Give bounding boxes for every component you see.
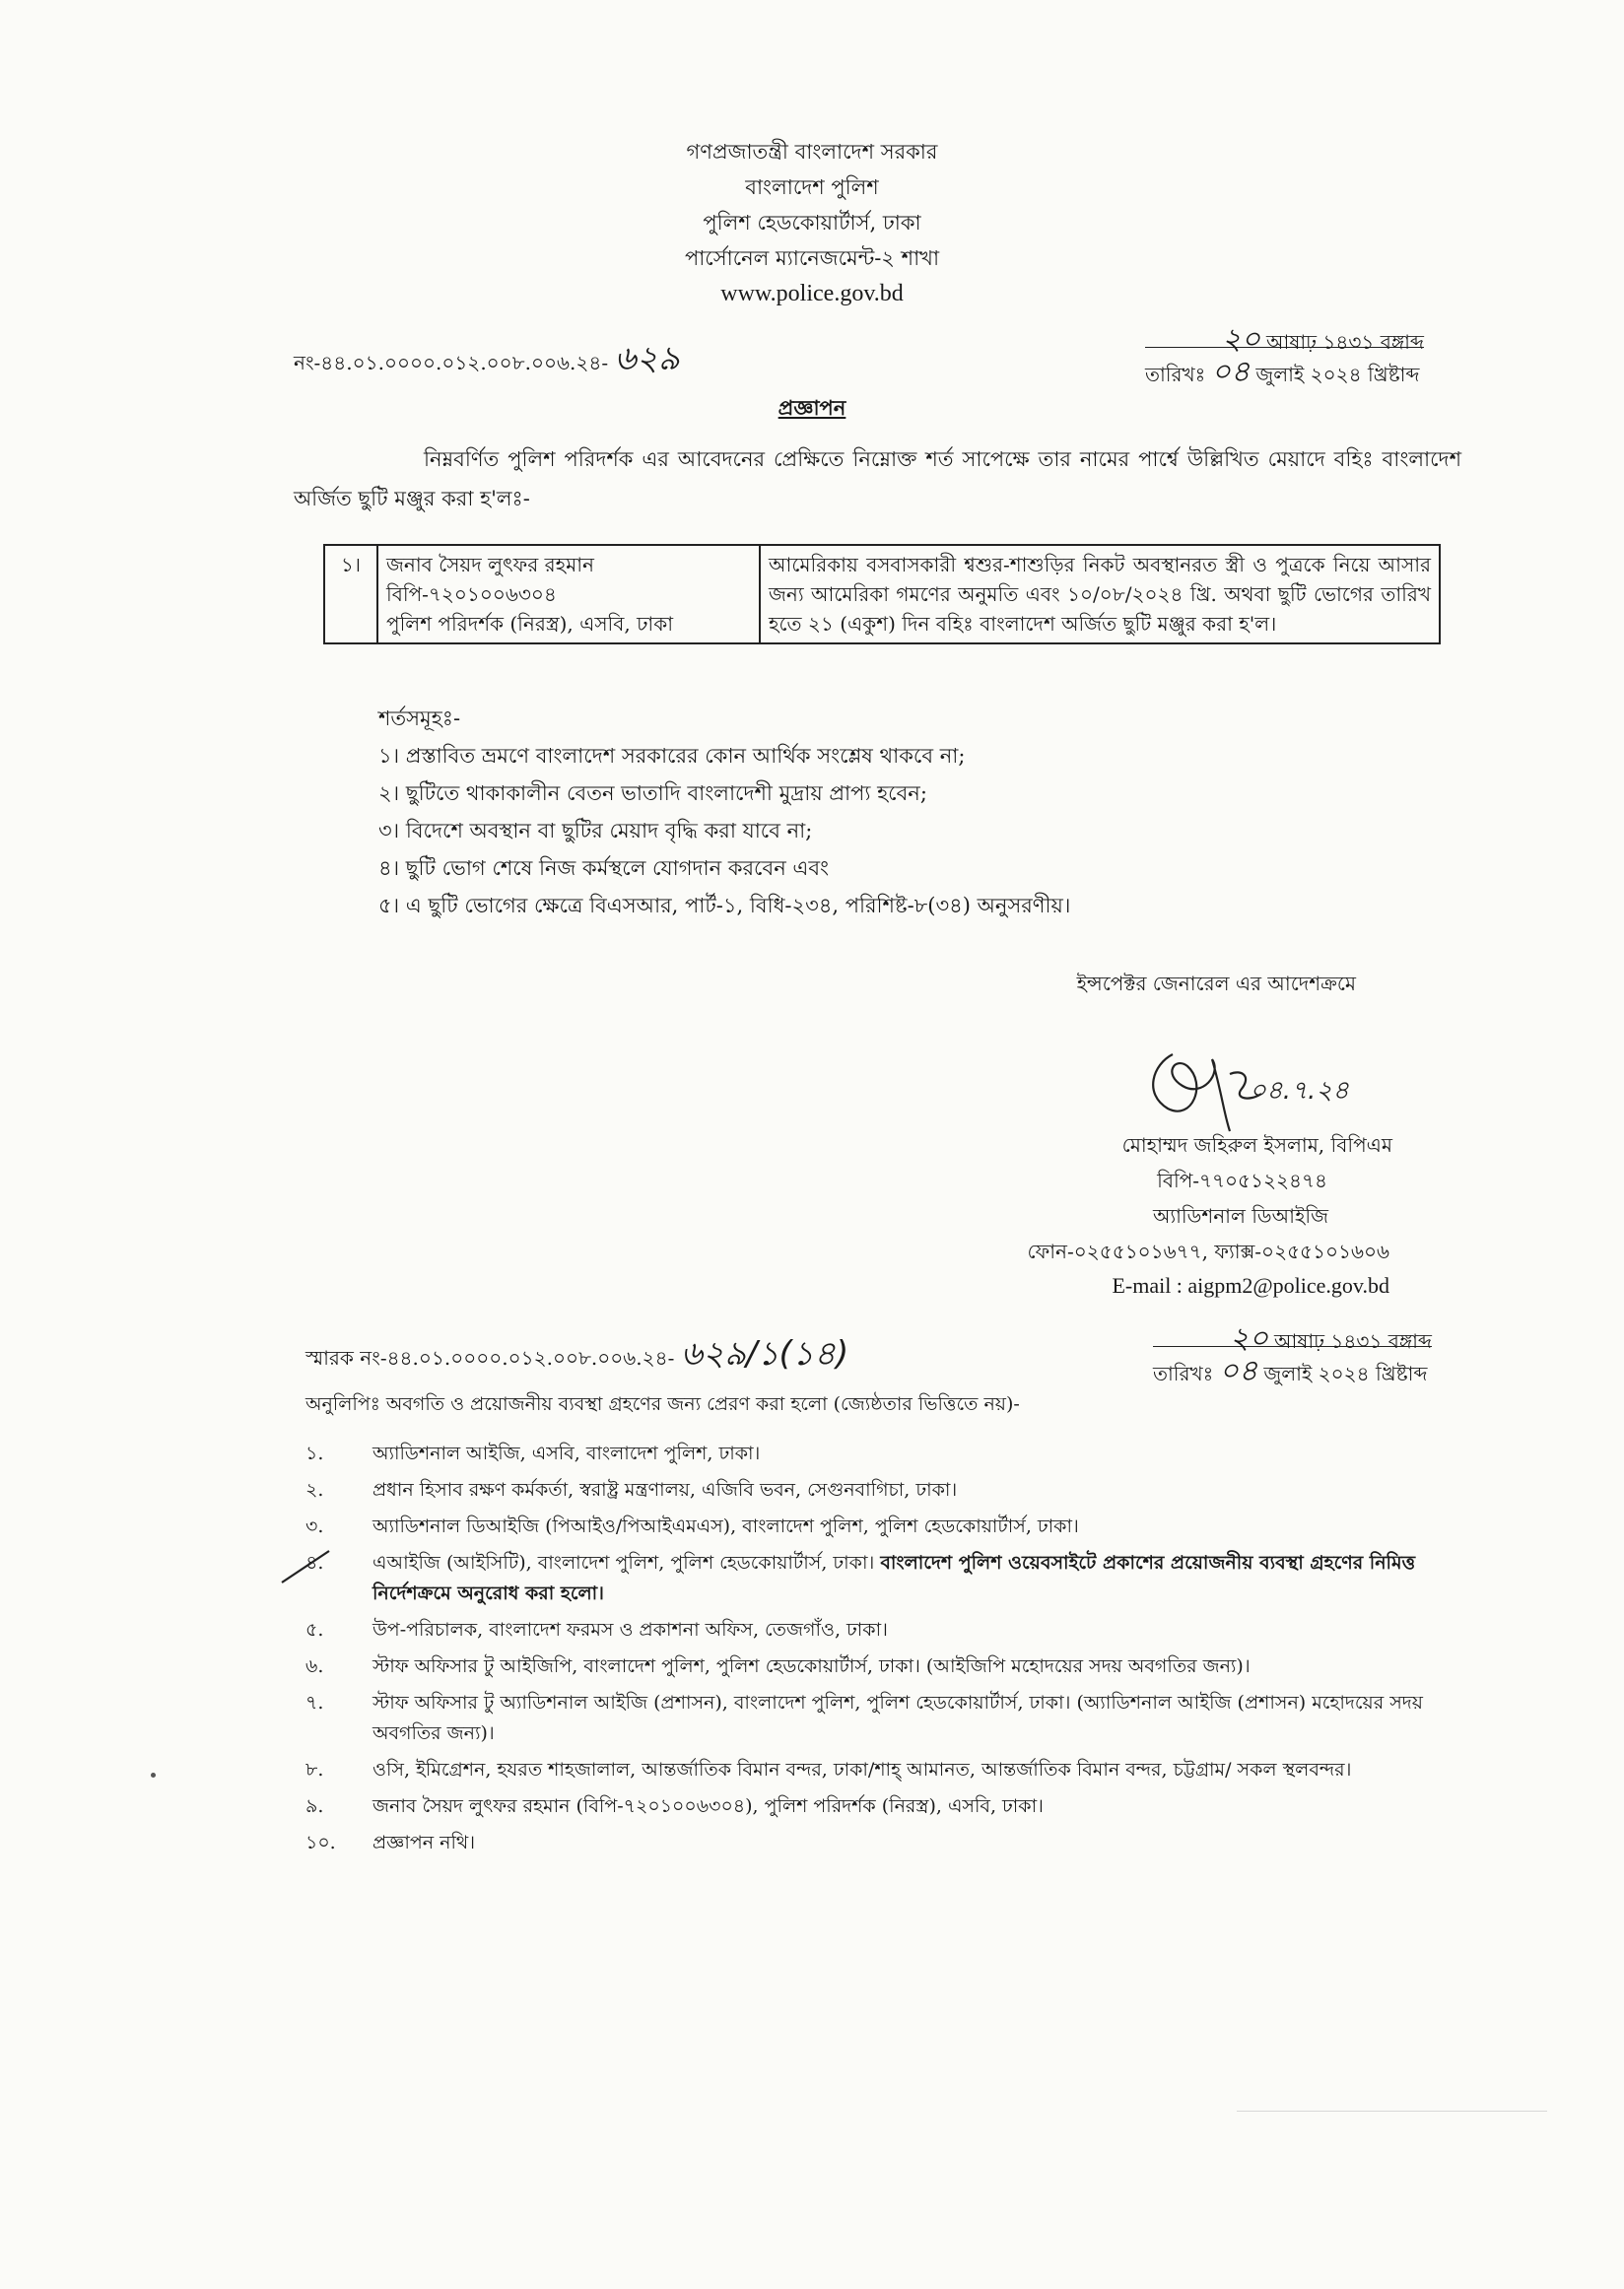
distribution-item-text — [372, 1755, 1468, 1785]
distribution-item — [305, 1651, 1468, 1682]
distribution-item-body: প্রজ্ঞাপন নথি। — [372, 1832, 476, 1853]
distribution-item-number: ১০. — [305, 1832, 336, 1853]
distribution-item — [305, 1548, 1468, 1609]
memo-date-greg-day: ০৪ — [1211, 355, 1251, 389]
condition-item: ২। ছুটিতে থাকাকালীন বেতন ভাতাদি বাংলাদেশী মুদ্রায় প্রাপ্য হবেন; — [378, 781, 927, 805]
condition-item: ৩। বিদেশে অবস্থান বা ছুটির মেয়াদ বৃদ্ধি করা যাবে না; — [378, 819, 813, 842]
header-line-police: বাংলাদেশ পুলিশ — [745, 175, 879, 199]
distribution-item-number: ৭. — [305, 1692, 324, 1714]
memo-number — [294, 333, 680, 389]
memo-date-greg-rest: জুলাই ২০২৪ খ্রিষ্টাব্দ — [1255, 363, 1420, 386]
distribution-item-text — [372, 1791, 1468, 1822]
distribution-item-body: অ্যাডিশনাল ডিআইজি (পিআইও/পিআইএমএস), বাংলাদেশ পুলিশ, পুলিশ হেডকোয়ার্টার্স, ঢাকা। — [372, 1515, 1079, 1537]
distribution-item-text — [372, 1615, 1468, 1646]
distribution-item — [305, 1512, 1468, 1542]
distribution-item — [305, 1828, 1468, 1858]
header-line-hq: পুলিশ হেডকোয়ার্টার্স, ঢাকা — [703, 211, 921, 235]
memo2-date-greg-rest: জুলাই ২০২৪ খ্রিষ্টাব্দ — [1263, 1362, 1428, 1385]
distribution-item-number: ৬. — [305, 1655, 324, 1677]
signatory-email[interactable]: E-mail : aigpm2@police.gov.bd — [1112, 1273, 1389, 1298]
distribution-item-text — [372, 1475, 1468, 1506]
memo-number-handwritten: ৬২৯ — [614, 339, 680, 378]
officer-name: জনাব সৈয়দ লুৎফর রহমান — [386, 553, 594, 576]
memo2-date-greg-day: ০৪ — [1219, 1354, 1258, 1388]
memo2-number — [305, 1328, 848, 1384]
distribution-item — [305, 1475, 1468, 1506]
bottom-rule — [1237, 2111, 1547, 2112]
memo-number-text: নং-৪৪.০১.০০০০.০১২.০০৮.০০৬.২৪- — [294, 351, 609, 374]
signature-date: ০৪.৭.২৪ — [1250, 1076, 1349, 1106]
signature-mark — [1114, 1015, 1370, 1143]
leave-table — [323, 544, 1441, 644]
distribution-item-number: ৩. — [305, 1515, 324, 1537]
table-officer — [377, 545, 760, 643]
tick-mark — [278, 1547, 337, 1586]
memo-date-label: তারিখঃ — [1145, 363, 1206, 386]
header-line-branch: পার্সোনেল ম্যানেজমেন্ট-২ শাখা — [684, 246, 940, 270]
table-row — [324, 545, 1440, 643]
distribution-item-text — [372, 1439, 1468, 1469]
distribution-item-number: ৫. — [305, 1619, 324, 1641]
memo2-date-bangla-day: ২০ — [1230, 1321, 1269, 1356]
distribution-item-number: ৯. — [305, 1795, 324, 1817]
distribution-item-body: স্টাফ অফিসার টু আইজিপি, বাংলাদেশ পুলিশ, পুলিশ হেডকোয়ার্টার্স, ঢাকা। (আইজিপি মহোদয়ের সদয় অবগতির জন্য)। — [372, 1655, 1251, 1677]
distribution-item-body: এআইজি (আইসিটি), বাংলাদেশ পুলিশ, পুলিশ হেডকোয়ার্টার্স, ঢাকা। — [372, 1552, 881, 1574]
distribution-item-number: ৪. — [305, 1552, 324, 1574]
distribution-item — [305, 1688, 1468, 1749]
distribution-item-number: ৮. — [305, 1759, 324, 1781]
signatory-phone: ফোন-০২৫৫১০১৬৭৭, ফ্যাক্স-০২৫৫১০১৬০৬ — [1027, 1240, 1389, 1263]
distribution-item-body: স্টাফ অফিসার টু অ্যাডিশনাল আইজি (প্রশাসন), বাংলাদেশ পুলিশ, পুলিশ হেডকোয়ার্টার্স, ঢাকা। (অ্যাডিশনাল আইজি (প্রশাসন) মহোদয়ের সদয় অবগতির জন্য)। — [372, 1692, 1423, 1744]
header-website[interactable]: www.police.gov.bd — [720, 281, 904, 306]
distribution-list — [305, 1439, 1468, 1858]
stray-dot — [151, 1773, 156, 1778]
distribution-item — [305, 1755, 1468, 1785]
distribution-item-body: জনাব সৈয়দ লুৎফর রহমান (বিপি-৭২০১০০৬৩০৪), পুলিশ পরিদর্শক (নিরস্ত্র), এসবি, ঢাকা। — [372, 1795, 1044, 1817]
memo2-date-label: তারিখঃ — [1153, 1362, 1214, 1385]
by-order: ইন্সপেক্টর জেনারেল এর আদেশক্রমে — [1076, 972, 1356, 995]
distribution-item-text — [372, 1828, 1468, 1858]
distribution-item-number: ২. — [305, 1479, 324, 1501]
condition-item: ১। প্রস্তাবিত ভ্রমণে বাংলাদেশ সরকারের কোন আর্থিক সংশ্লেষ থাকবে না; — [378, 744, 966, 768]
signatory-designation: অ্যাডিশনাল ডিআইজি — [1153, 1204, 1328, 1228]
signatory-name: মোহাম্মদ জহিরুল ইসলাম, বিপিএম — [1121, 1133, 1392, 1157]
memo-date-bangla-day: ২০ — [1222, 322, 1261, 357]
notice-title: প্রজ্ঞাপন — [778, 395, 846, 420]
distribution-item-body: উপ-পরিচালক, বাংলাদেশ ফরমস ও প্রকাশনা অফিস, তেজগাঁও, ঢাকা। — [372, 1619, 888, 1641]
distribution-item-text — [372, 1688, 1468, 1749]
condition-item: ৫। এ ছুটি ভোগের ক্ষেত্রে বিএসআর, পার্ট-১, বিধি-২৩৪, পরিশিষ্ট-৮(৩৪) অনুসরণীয়। — [378, 894, 1071, 917]
distribution-item-text — [372, 1512, 1468, 1542]
condition-item: ৪। ছুটি ভোগ শেষে নিজ কর্মস্থলে যোগদান করবেন এবং — [378, 856, 830, 880]
memo2-number-text: স্মারক নং-৪৪.০১.০০০০.০১২.০০৮.০০৬.২৪- — [305, 1346, 675, 1370]
distribution-item-number: ১. — [305, 1443, 324, 1464]
officer-bp: বিপি-৭২০১০০৬৩০৪ — [386, 582, 557, 606]
distribution-item-text — [372, 1548, 1468, 1609]
leave-details: আমেরিকায় বসবাসকারী শ্বশুর-শাশুড়ির নিকট অবস্থানরত স্ত্রী ও পুত্রকে নিয়ে আসার জন্য আমেরিকা গমণের অনুমতি এবং ১০/০৮/২০২৪ খ্রি. অথবা ছুটি ভোগের তারিখ হতে ২১ (একুশ) দিন বহিঃ বাংলাদেশ অর্জিত ছুটি মঞ্জুর করা হ'ল। — [760, 545, 1440, 643]
signatory — [1028, 1131, 1392, 1309]
signatory-bp: বিপি-৭৭০৫১২২৪৭৪ — [1157, 1169, 1327, 1192]
conditions — [378, 700, 1070, 924]
distribution-item-emphasis: বাংলাদেশ পুলিশ ওয়েবসাইটে প্রকাশের প্রয়োজনীয় ব্যবস্থা গ্রহণের নিমিত্ত নির্দেশক্রমে অনুরোধ করা হলো। — [372, 1552, 1416, 1604]
distribution-item-body: প্রধান হিসাব রক্ষণ কর্মকর্তা, স্বরাষ্ট্র মন্ত্রণালয়, এজিবি ভবন, সেগুনবাগিচা, ঢাকা। — [372, 1479, 958, 1501]
distribution-item-body: ওসি, ইমিগ্রেশন, হযরত শাহজালাল, আন্তর্জাতিক বিমান বন্দর, ঢাকা/শাহ্ আমানত, আন্তর্জাতিক বিমান বন্দর, চট্টগ্রাম/ সকল স্থলবন্দর। — [372, 1759, 1352, 1781]
memo-date-bangla-rest: আষাঢ় ১৪৩১ বঙ্গাব্দ — [1266, 330, 1424, 354]
distribution-item — [305, 1615, 1468, 1646]
distribution-item-body: অ্যাডিশনাল আইজি, এসবি, বাংলাদেশ পুলিশ, ঢাকা। — [372, 1443, 761, 1464]
distribution-item-text — [372, 1651, 1468, 1682]
distribution — [305, 1387, 1468, 1858]
header-line-government: গণপ্রজাতন্ত্রী বাংলাদেশ সরকার — [686, 140, 938, 164]
conditions-title: শর্তসমূহঃ- — [378, 707, 461, 730]
table-serial: ১। — [324, 545, 377, 643]
officer-designation: পুলিশ পরিদর্শক (নিরস্ত্র), এসবি, ঢাকা — [386, 612, 674, 636]
distribution-item — [305, 1439, 1468, 1469]
distribution-intro: অনুলিপিঃ অবগতি ও প্রয়োজনীয় ব্যবস্থা গ্রহণের জন্য প্রেরণ করা হলো (জ্যেষ্ঠতার ভিত্তিতে নয়)- — [305, 1393, 1020, 1415]
memo2-date — [1153, 1314, 1432, 1388]
distribution-item — [305, 1791, 1468, 1822]
memo-date — [1145, 315, 1424, 389]
memo2-date-bangla-rest: আষাঢ় ১৪৩১ বঙ্গাব্দ — [1274, 1329, 1432, 1353]
notice-intro: নিম্নবর্ণিত পুলিশ পরিদর্শক এর আবেদনের প্রেক্ষিতে নিম্নোক্ত শর্ত সাপেক্ষে তার নামের পার্শ্বে উল্লিখিত মেয়াদে বহিঃ বাংলাদেশ অর্জিত ছুটি মঞ্জুর করা হ'লঃ- — [294, 447, 1461, 510]
letterhead — [0, 134, 1624, 311]
memo2-number-handwritten: ৬২৯/১(১৪) — [680, 1334, 849, 1374]
